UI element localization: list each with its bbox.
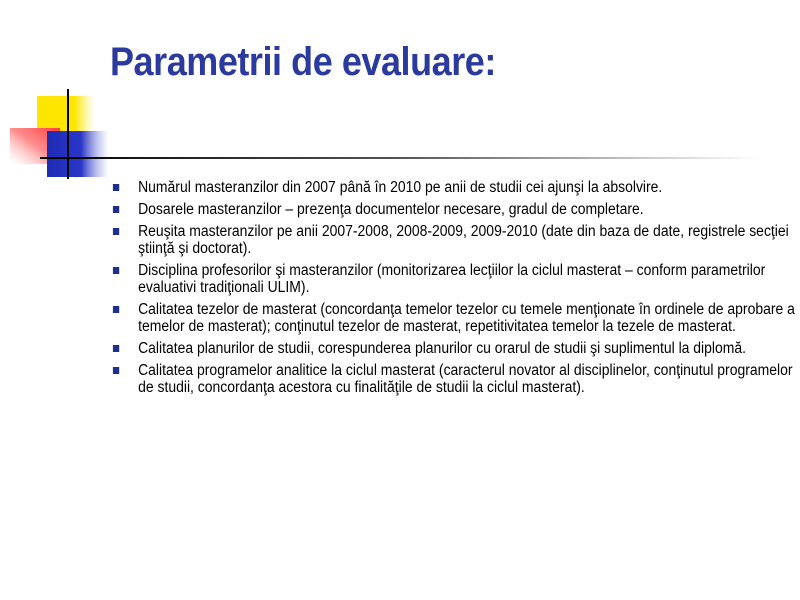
bullet-item bbox=[112, 340, 800, 357]
bullet-item bbox=[112, 362, 800, 396]
bullet-text: Dosarele masteranzilor – prezenţa documentelor necesare, gradul de completare. bbox=[138, 201, 644, 218]
square-bullet-icon bbox=[113, 228, 119, 235]
square-bullet-icon bbox=[113, 267, 119, 274]
bullet-text: Calitatea planurilor de studii, corespunderea planurilor cu orarul de studii şi suplimentul la diplomă. bbox=[138, 340, 747, 357]
square-bullet-icon bbox=[113, 306, 119, 313]
bullet-text: Numărul masteranzilor din 2007 până în 2010 pe anii de studii cei ajunşi la absolvire. bbox=[138, 179, 663, 196]
square-bullet-icon bbox=[113, 206, 119, 213]
bullet-text: Reuşita masteranzilor pe anii 2007-2008, 2008-2009, 2009-2010 (date din baza de date, registrele secţiei ştiinţă şi doctorat). bbox=[138, 223, 789, 257]
bullet-text: Disciplina profesorilor şi masteranzilor (monitorizarea lecţiilor la ciclul masterat – conform parametrilor evaluativi tradiţionali ULIM). bbox=[138, 262, 766, 296]
square-bullet-icon bbox=[113, 184, 119, 191]
square-bullet-icon bbox=[113, 345, 119, 352]
square-bullet-icon bbox=[113, 367, 119, 374]
bullet-item bbox=[112, 301, 800, 335]
bullet-text: Calitatea programelor analitice la ciclul masterat (caracterul novator al disciplinelor, conţinutul programelor de studii, concordanţa acestora cu finalităţile de studii la ciclul masterat). bbox=[138, 362, 793, 396]
blue-square bbox=[47, 131, 109, 177]
horizontal-rule bbox=[40, 157, 760, 159]
bullet-item bbox=[112, 201, 800, 218]
decorative-squares bbox=[0, 80, 800, 190]
bullet-item bbox=[112, 223, 800, 257]
vertical-rule bbox=[67, 89, 69, 179]
bullet-item bbox=[112, 262, 800, 296]
bullet-list bbox=[112, 179, 800, 401]
bullet-item bbox=[112, 179, 800, 196]
slide-title: Parametrii de evaluare: bbox=[110, 40, 496, 84]
bullet-text: Calitatea tezelor de masterat (concordanţa temelor tezelor cu temele menţionate în ordinele de aprobare a temelor de masterat); conţinutul tezelor de masterat, repetitivitatea temelor la tezele de masterat. bbox=[138, 301, 795, 335]
